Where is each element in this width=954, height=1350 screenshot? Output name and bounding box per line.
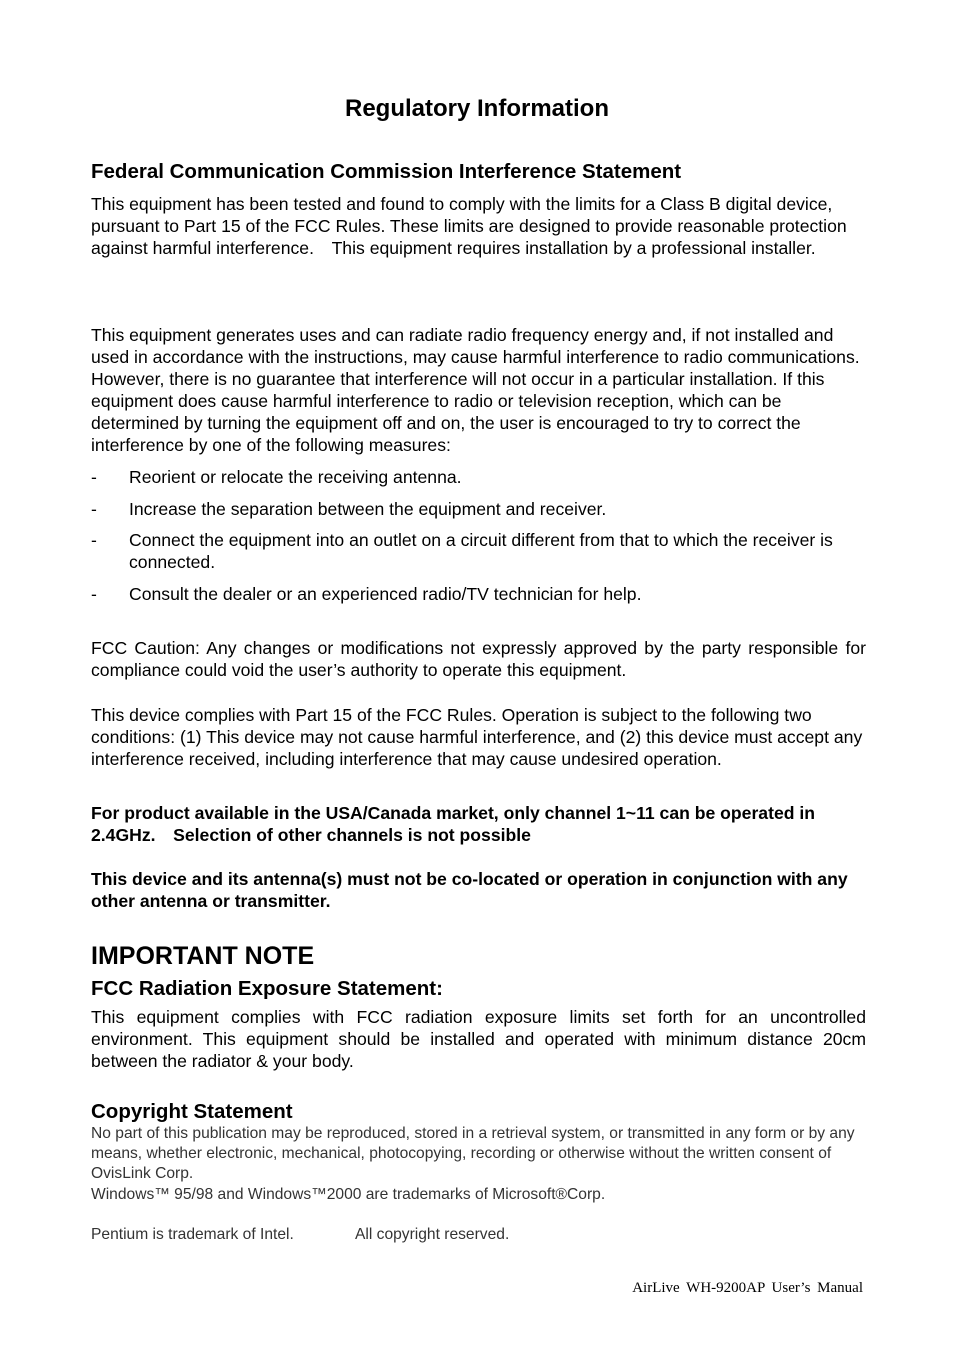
copyright-text: No part of this publication may be reproduced, stored in a retrieval system, or transmitted in any form or by any means, whether electronic, mechanical, photocopying, recording or otherwise without the written consent of OvisLink Corp. — [91, 1125, 855, 1182]
list-item — [91, 466, 866, 488]
radiation-exposure-heading: FCC Radiation Exposure Statement: — [91, 977, 443, 1000]
list-item — [91, 498, 866, 520]
bullet-dash: - — [91, 499, 97, 519]
pentium-trademark: Pentium is trademark of Intel. — [91, 1226, 294, 1243]
list-item — [91, 583, 866, 605]
fcc-paragraph-1: This equipment has been tested and found to comply with the limits for a Class B digital device, pursuant to Part 15 of the FCC Rules. These limits are designed to provide reasonable protection against harmful interference. This equipment requires installation by a professional installer. — [91, 194, 847, 258]
radiation-exposure-text: This equipment complies with FCC radiation exposure limits set forth for an uncontrolled environment. This equipment should be installed and operated with minimum distance 20cm between the radiator & your body. — [91, 1007, 866, 1071]
colocation-note: This device and its antenna(s) must not be co-located or operation in conjunction with any other antenna or transmitter. — [91, 869, 848, 911]
important-note-heading: IMPORTANT NOTE — [91, 942, 315, 970]
list-item-text: Consult the dealer or an experienced radio/TV technician for help. — [129, 584, 642, 604]
copyright-heading: Copyright Statement — [91, 1100, 293, 1123]
fcc-caution: FCC Caution: Any changes or modifications not expressly approved by the party responsible for compliance could void the user’s authority to operate this equipment. — [91, 638, 866, 680]
list-item-text: Increase the separation between the equipment and receiver. — [129, 499, 607, 519]
part15-statement: This device complies with Part 15 of the FCC Rules. Operation is subject to the following two conditions: (1) This device may not cause harmful interference, and (2) this device must accept any interference received, including interference that may cause undesired operation. — [91, 705, 863, 769]
fcc-paragraph-2: This equipment generates uses and can radiate radio frequency energy and, if not installed and used in accordance with the instructions, may cause harmful interference to radio communications. However, there is no guarantee that interference will not occur in a particular installation. If this equipment does cause harmful interference to radio or television reception, which can be determined by turning the equipment off and on, the user is encouraged to try to correct the interference by one of the following measures: — [91, 325, 860, 455]
list-item — [91, 529, 866, 573]
copyright-reserved: All copyright reserved. — [355, 1226, 510, 1243]
bullet-dash: - — [91, 530, 97, 550]
list-item-text: Connect the equipment into an outlet on a circuit different from that to which the receiver is connected. — [129, 530, 833, 572]
fcc-heading: Federal Communication Commission Interference Statement — [91, 160, 682, 183]
channel-note: For product available in the USA/Canada market, only channel 1~11 can be operated in 2.4GHz. Selection of other channels is not possible — [91, 803, 815, 845]
bullet-dash: - — [91, 584, 97, 604]
page-footer: AirLive WH-9200AP User’s Manual — [632, 1280, 863, 1296]
list-item-text: Reorient or relocate the receiving antenna. — [129, 467, 462, 487]
bullet-dash: - — [91, 467, 97, 487]
trademarks-text: Windows™ 95/98 and Windows™2000 are trademarks of Microsoft®Corp. — [91, 1186, 606, 1203]
page-title: Regulatory Information — [344, 95, 609, 122]
